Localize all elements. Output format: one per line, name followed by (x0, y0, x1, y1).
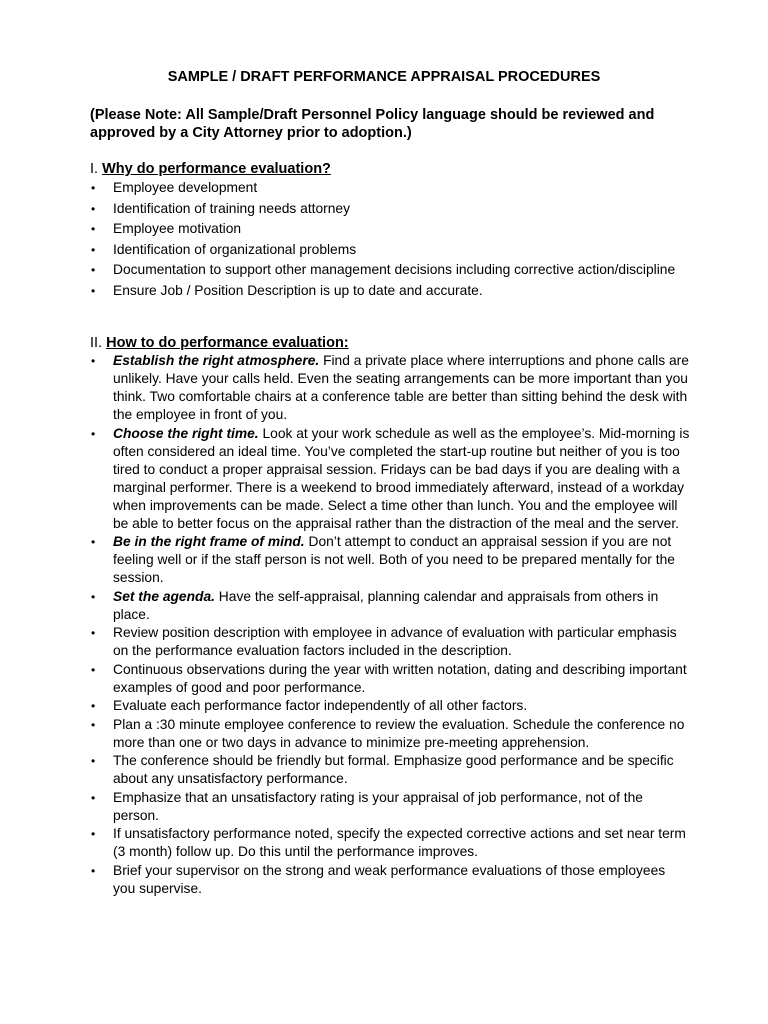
section-1-list (90, 179, 690, 303)
list-item-text: Ensure Job / Position Description is up to date and accurate. (113, 282, 483, 298)
bullet-icon: • (91, 283, 96, 298)
bullet-icon: • (91, 242, 96, 257)
list-item-lead: Establish the right atmosphere. (113, 353, 320, 368)
list-item (90, 716, 690, 752)
list-item-lead: Be in the right frame of mind. (113, 534, 305, 550)
list-item-text: Brief your supervisor on the strong and weak performance evaluations of those employees you supervise. (113, 863, 666, 897)
list-item-text: Don’t attempt to conduct an appraisal session if you are not feeling well or if the staff person is not well. Both of you need to be prepared mentally for the session. (113, 534, 675, 586)
list-item-text: Emphasize that an unsatisfactory rating is your appraisal of job performance, not of the person. (113, 789, 643, 823)
bullet-icon: • (91, 790, 96, 805)
list-item (90, 261, 690, 279)
section-1-title: Why do performance evaluation? (102, 161, 331, 177)
list-item (90, 862, 690, 898)
list-item-text: If unsatisfactory performance noted, specify the expected corrective actions and set near term (3 month) follow up. Do this until the performance improves. (113, 826, 686, 860)
list-item (90, 200, 690, 218)
bullet-icon: • (91, 864, 96, 879)
list-item (90, 533, 690, 587)
list-item-lead: Choose the right time. (113, 425, 259, 441)
list-item-text: Find a private place where interruptions and phone calls are unlikely. Have your calls held. Even the seating arrangements can be more important than you think. Two comfortable chairs at a conference table are better than sitting behind the desk with the employee in front of you. (113, 353, 689, 422)
bullet-icon: • (91, 754, 96, 769)
list-item-text: Employee motivation (113, 221, 242, 237)
section-1-heading (90, 160, 331, 178)
page-title: SAMPLE / DRAFT PERFORMANCE APPRAISAL PROCEDURES (167, 69, 601, 85)
list-item-text: Plan a :30 minute employee conference to review the evaluation. Schedule the conference no more than one or two days in advance to minimize pre-meeting apprehension. (113, 716, 685, 750)
list-item (90, 789, 690, 825)
list-item-text: Employee development (113, 180, 258, 195)
list-item-text: Evaluate each performance factor independently of all other factors. (113, 698, 528, 714)
bullet-icon: • (91, 699, 96, 714)
bullet-icon: • (91, 354, 96, 368)
section-1-number: I. (90, 161, 103, 177)
bullet-icon: • (91, 201, 96, 216)
bullet-icon: • (91, 662, 96, 677)
list-item-text: Look at your work schedule as well as the employee’s. Mid-morning is often considered an ideal time. You’ve completed the start-up routine but neither of you is too tired to conduct a proper appraisal session. Fridays can be bad days if you are dealing with a marginal performer. There is a weekend to brood immediately afterward, instead of a workday when improvements can be made. Select a time other than lunch. You and the employee will be able to better focus on the appraisal rather than the distraction of the meal and the server. (113, 425, 690, 531)
list-item-text: Documentation to support other management decisions including corrective action/discipline (113, 262, 676, 278)
bullet-icon: • (91, 717, 96, 732)
policy-note: (Please Note: All Sample/Draft Personnel Policy language should be reviewed and approved by a City Attorney prior to adoption.) (90, 107, 655, 141)
list-item (90, 624, 690, 660)
bullet-icon: • (91, 222, 96, 237)
section-2-number: II. (90, 335, 107, 351)
list-item-text: Have the self-appraisal, planning calendar and appraisals from others in place. (113, 588, 659, 622)
bullet-icon: • (91, 589, 96, 604)
list-item-text: Identification of training needs attorney (113, 200, 350, 216)
list-item-text: Continuous observations during the year with written notation, dating and describing important examples of good and poor performance. (113, 661, 687, 695)
list-item-text: Identification of organizational problems (113, 241, 357, 257)
list-item (90, 697, 690, 715)
list-item (90, 661, 690, 697)
list-item (90, 220, 690, 238)
bullet-icon: • (91, 535, 96, 550)
section-2-list (90, 352, 690, 899)
list-item-lead: Set the agenda. (113, 588, 215, 604)
list-item (90, 282, 690, 300)
list-item (90, 241, 690, 259)
bullet-icon: • (91, 827, 96, 842)
list-item (90, 425, 690, 533)
bullet-icon: • (91, 426, 96, 441)
list-item (90, 352, 690, 424)
list-item (90, 179, 690, 197)
list-item (90, 752, 690, 788)
section-2-heading (90, 334, 349, 352)
bullet-icon: • (91, 626, 96, 641)
section-2-title: How to do performance evaluation: (106, 335, 349, 351)
list-item (90, 825, 690, 861)
list-item-text: The conference should be friendly but formal. Emphasize good performance and be specific about any unsatisfactory performance. (113, 753, 674, 787)
list-item (90, 588, 690, 624)
bullet-icon: • (91, 181, 96, 195)
bullet-icon: • (91, 263, 96, 278)
list-item-text: Review position description with employee in advance of evaluation with particular emphasis on the performance evaluation factors included in the description. (113, 625, 677, 659)
